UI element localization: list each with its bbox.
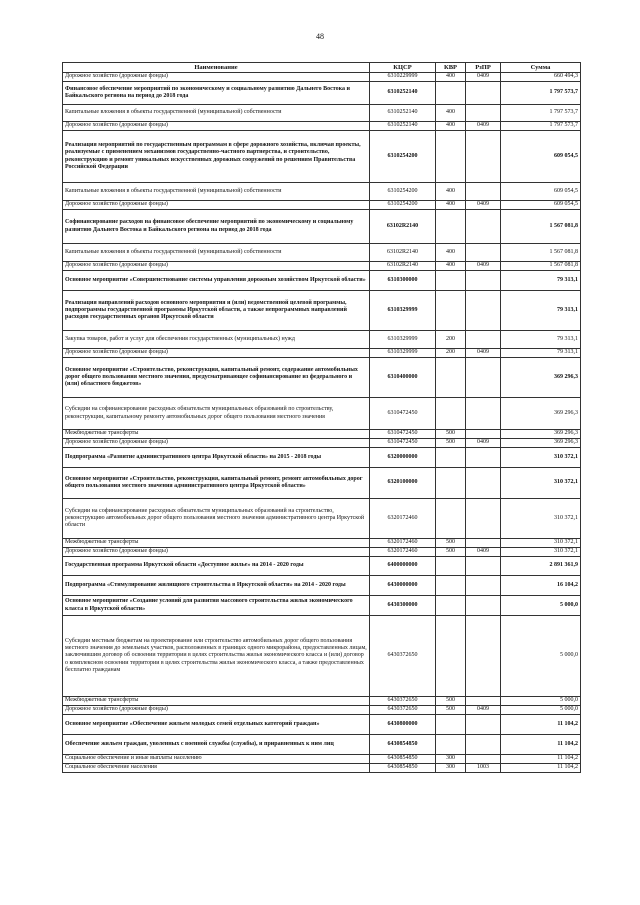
table-row xyxy=(63,448,581,468)
table-row xyxy=(63,576,581,596)
row-rzpr: 0409 xyxy=(466,439,501,448)
row-name: Дорожное хозяйство (дорожные фонды) xyxy=(63,201,370,210)
row-rzpr xyxy=(466,398,501,430)
row-name: Софинансирование расходов на финансовое обеспечение мероприятий по экономическому и социальному развитию Дальнего Востока и Байкальского региона на период до 2018 года xyxy=(63,210,370,244)
row-sum: 79 313,1 xyxy=(501,331,581,349)
header-rzpr: РзПР xyxy=(466,63,501,73)
row-name: Финансовое обеспечение мероприятий по экономическому и социальному развитию Дальнего Востока и Байкальского региона на период до 2018 года xyxy=(63,82,370,105)
table-row xyxy=(63,244,581,262)
row-kcsr: 6310472450 xyxy=(370,430,436,439)
row-name: Социальное обеспечение населения xyxy=(63,764,370,773)
row-kvr xyxy=(436,557,466,576)
row-sum: 16 104,2 xyxy=(501,576,581,596)
row-kcsr: 6400000000 xyxy=(370,557,436,576)
row-name: Дорожное хозяйство (дорожные фонды) xyxy=(63,122,370,131)
row-sum: 1 797 573,7 xyxy=(501,122,581,131)
row-sum: 609 054,5 xyxy=(501,131,581,183)
row-name: Дорожное хозяйство (дорожные фонды) xyxy=(63,262,370,271)
row-sum: 79 313,1 xyxy=(501,349,581,358)
row-name: Основное мероприятие «Обеспечение жильем молодых семей отдельных категорий граждан» xyxy=(63,715,370,735)
row-rzpr xyxy=(466,715,501,735)
row-sum: 310 372,1 xyxy=(501,539,581,548)
row-kvr xyxy=(436,596,466,616)
row-sum: 609 054,5 xyxy=(501,183,581,201)
row-sum: 660 494,3 xyxy=(501,73,581,82)
row-kcsr: 6310252140 xyxy=(370,122,436,131)
row-name: Дорожное хозяйство (дорожные фонды) xyxy=(63,706,370,715)
row-kvr: 500 xyxy=(436,706,466,715)
table-row xyxy=(63,499,581,539)
row-kvr: 500 xyxy=(436,697,466,706)
row-kvr: 400 xyxy=(436,244,466,262)
row-sum: 1 797 573,7 xyxy=(501,105,581,122)
row-kvr: 500 xyxy=(436,439,466,448)
table-row xyxy=(63,210,581,244)
table-row xyxy=(63,262,581,271)
row-kcsr: 6320172460 xyxy=(370,539,436,548)
row-sum: 79 313,1 xyxy=(501,291,581,331)
table-row xyxy=(63,715,581,735)
row-kcsr: 6320000000 xyxy=(370,448,436,468)
table-row xyxy=(63,616,581,697)
row-sum: 11 104,2 xyxy=(501,735,581,755)
table-row xyxy=(63,468,581,499)
row-kcsr: 6310472450 xyxy=(370,439,436,448)
row-rzpr: 0409 xyxy=(466,548,501,557)
row-rzpr xyxy=(466,105,501,122)
row-kvr xyxy=(436,358,466,398)
row-kcsr: 6310329999 xyxy=(370,331,436,349)
row-sum: 79 313,1 xyxy=(501,271,581,291)
row-name: Дорожное хозяйство (дорожные фонды) xyxy=(63,73,370,82)
row-kvr xyxy=(436,398,466,430)
row-kcsr: 6430372650 xyxy=(370,616,436,697)
page-number: 48 xyxy=(316,32,324,41)
row-rzpr xyxy=(466,131,501,183)
row-rzpr xyxy=(466,735,501,755)
row-kcsr: 6320172460 xyxy=(370,499,436,539)
row-rzpr: 1003 xyxy=(466,764,501,773)
row-name: Государственная программа Иркутской области «Доступное жилье» на 2014 - 2020 годы xyxy=(63,557,370,576)
row-kcsr: 6310254200 xyxy=(370,183,436,201)
row-name: Межбюджетные трансферты xyxy=(63,430,370,439)
row-kcsr: 6430854850 xyxy=(370,764,436,773)
row-rzpr xyxy=(466,616,501,697)
row-kvr: 200 xyxy=(436,331,466,349)
row-rzpr xyxy=(466,331,501,349)
row-name: Межбюджетные трансферты xyxy=(63,539,370,548)
row-sum: 609 054,5 xyxy=(501,201,581,210)
row-rzpr xyxy=(466,244,501,262)
table-row xyxy=(63,697,581,706)
table-row xyxy=(63,291,581,331)
row-kvr: 300 xyxy=(436,755,466,764)
table-row xyxy=(63,439,581,448)
row-rzpr: 0409 xyxy=(466,349,501,358)
row-kcsr: 6310472450 xyxy=(370,398,436,430)
table-row xyxy=(63,201,581,210)
header-kcsr: КЦСР xyxy=(370,63,436,73)
row-rzpr xyxy=(466,755,501,764)
row-kvr xyxy=(436,616,466,697)
row-name: Дорожное хозяйство (дорожные фонды) xyxy=(63,439,370,448)
row-kcsr: 6310329999 xyxy=(370,349,436,358)
row-name: Субсидии местным бюджетам на проектирование или строительство автомобильных дорог общего пользования местного значения до земельных участков, расположенных в границах одного микрорайона, предоставленных лицам, заключившим договор об освоении территории в целях строительства жилья экономического класса и (или) договор о комплексном освоении территории в целях строительства жилья экономического класса, а также предоставленных бесплатно гражданам xyxy=(63,616,370,697)
row-rzpr xyxy=(466,271,501,291)
row-kvr xyxy=(436,210,466,244)
row-name: Капитальные вложения в объекты государственной (муниципальной) собственности xyxy=(63,183,370,201)
row-kcsr: 6310254200 xyxy=(370,131,436,183)
row-rzpr xyxy=(466,468,501,499)
row-kvr: 300 xyxy=(436,764,466,773)
header-sum: Сумма xyxy=(501,63,581,73)
row-kcsr: 6430854850 xyxy=(370,755,436,764)
row-kcsr: 6430372650 xyxy=(370,706,436,715)
row-kvr: 200 xyxy=(436,349,466,358)
row-rzpr xyxy=(466,183,501,201)
row-kvr: 500 xyxy=(436,430,466,439)
row-kcsr: 6430300000 xyxy=(370,596,436,616)
row-sum: 11 104,2 xyxy=(501,755,581,764)
row-kvr xyxy=(436,735,466,755)
table-row xyxy=(63,735,581,755)
row-name: Капитальные вложения в объекты государственной (муниципальной) собственности xyxy=(63,105,370,122)
row-kvr xyxy=(436,715,466,735)
row-rzpr: 0409 xyxy=(466,706,501,715)
row-name: Субсидии на софинансирование расходных обязательств муниципальных образований на строительство, реконструкцию автомобильных дорог общего пользования местного значения административного центра Иркутской области xyxy=(63,499,370,539)
table-row xyxy=(63,398,581,430)
table-row xyxy=(63,557,581,576)
row-kvr: 400 xyxy=(436,183,466,201)
row-sum: 1 797 573,7 xyxy=(501,82,581,105)
row-name: Реализация направлений расходов основного мероприятия и (или) ведомственной целевой программы, подпрограммы государственной программы Иркутской области, а также непрограммных направлений расходов государственных органов Иркутской области xyxy=(63,291,370,331)
row-rzpr xyxy=(466,358,501,398)
row-rzpr xyxy=(466,291,501,331)
row-sum: 310 372,1 xyxy=(501,468,581,499)
row-kvr: 400 xyxy=(436,122,466,131)
row-rzpr xyxy=(466,448,501,468)
row-rzpr xyxy=(466,576,501,596)
row-name: Межбюджетные трансферты xyxy=(63,697,370,706)
row-rzpr: 0409 xyxy=(466,73,501,82)
row-rzpr: 0409 xyxy=(466,122,501,131)
table-row xyxy=(63,271,581,291)
row-name: Капитальные вложения в объекты государственной (муниципальной) собственности xyxy=(63,244,370,262)
row-kvr: 400 xyxy=(436,105,466,122)
row-sum: 5 000,0 xyxy=(501,706,581,715)
row-kcsr: 6310400000 xyxy=(370,358,436,398)
row-kcsr: 6430372650 xyxy=(370,697,436,706)
row-kcsr: 6310229999 xyxy=(370,73,436,82)
row-kvr xyxy=(436,82,466,105)
budget-table xyxy=(62,62,581,773)
row-kvr: 400 xyxy=(436,262,466,271)
row-kcsr: 6310252140 xyxy=(370,82,436,105)
row-kcsr: 63102R2140 xyxy=(370,244,436,262)
row-kvr xyxy=(436,271,466,291)
row-name: Подпрограмма «Развитие административного центра Иркутской области» на 2015 - 2018 годы xyxy=(63,448,370,468)
table-row xyxy=(63,358,581,398)
table-row xyxy=(63,596,581,616)
row-kvr xyxy=(436,499,466,539)
row-sum: 369 296,3 xyxy=(501,439,581,448)
row-name: Обеспечение жильем граждан, уволенных с военной службы (службы), и приравненных к ним лиц xyxy=(63,735,370,755)
row-name: Подпрограмма «Стимулирование жилищного строительства в Иркутской области» на 2014 - 2020 годы xyxy=(63,576,370,596)
row-name: Основное мероприятие «Строительство, реконструкция, капитальный ремонт, ремонт автомобильных дорог общего пользования местного значения административного центра Иркутской области» xyxy=(63,468,370,499)
row-rzpr: 0409 xyxy=(466,201,501,210)
row-name: Реализация мероприятий по государственным программам в сфере дорожного хозяйства, включая проекты, реализуемые с применением механизмов государственно-частного партнерства, и строительство, реконструкцию и ремонт уникальных искусственных дорожных сооружений по решениям Правительства Российской Федерации xyxy=(63,131,370,183)
table-row xyxy=(63,131,581,183)
row-name: Основное мероприятие «Строительство, реконструкция, капитальный ремонт, содержание автомобильных дорог общего пользования местного значения, предусматривающее софинансирование из федерального и (или) областного бюджетов» xyxy=(63,358,370,398)
table-row xyxy=(63,331,581,349)
row-sum: 1 567 081,8 xyxy=(501,262,581,271)
row-sum: 310 372,1 xyxy=(501,499,581,539)
table-row xyxy=(63,764,581,773)
row-rzpr xyxy=(466,82,501,105)
table-row xyxy=(63,122,581,131)
row-sum: 11 104,2 xyxy=(501,764,581,773)
row-rzpr xyxy=(466,430,501,439)
row-sum: 369 296,3 xyxy=(501,430,581,439)
table-row xyxy=(63,105,581,122)
row-kvr xyxy=(436,576,466,596)
row-kvr xyxy=(436,468,466,499)
table-row xyxy=(63,755,581,764)
row-kcsr: 6320172460 xyxy=(370,548,436,557)
row-rzpr xyxy=(466,557,501,576)
table-row xyxy=(63,73,581,82)
row-kcsr: 6430000000 xyxy=(370,576,436,596)
row-sum: 11 104,2 xyxy=(501,715,581,735)
row-kvr xyxy=(436,291,466,331)
row-name: Социальное обеспечение и иные выплаты населению xyxy=(63,755,370,764)
row-name: Закупка товаров, работ и услуг для обеспечения государственных (муниципальных) нужд xyxy=(63,331,370,349)
row-sum: 2 891 361,9 xyxy=(501,557,581,576)
row-kvr xyxy=(436,131,466,183)
row-name: Субсидии на софинансирование расходных обязательств муниципальных образований по строительству, реконструкции, капитальному ремонту автомобильных дорог общего пользования местного значения xyxy=(63,398,370,430)
header-kvr: КВР xyxy=(436,63,466,73)
table-row xyxy=(63,183,581,201)
row-rzpr xyxy=(466,539,501,548)
row-kcsr: 63102R2140 xyxy=(370,210,436,244)
row-kcsr: 6430854850 xyxy=(370,735,436,755)
row-sum: 1 567 081,8 xyxy=(501,210,581,244)
table-row xyxy=(63,82,581,105)
row-name: Дорожное хозяйство (дорожные фонды) xyxy=(63,349,370,358)
row-kvr: 500 xyxy=(436,548,466,557)
row-sum: 5 000,0 xyxy=(501,697,581,706)
row-kcsr: 6310329999 xyxy=(370,291,436,331)
row-rzpr xyxy=(466,499,501,539)
row-name: Основное мероприятие «Совершенствование системы управления дорожным хозяйством Иркутской области» xyxy=(63,271,370,291)
table-row xyxy=(63,548,581,557)
table-row xyxy=(63,539,581,548)
row-rzpr xyxy=(466,210,501,244)
row-kvr: 500 xyxy=(436,539,466,548)
header-name: Наименование xyxy=(63,63,370,73)
row-kcsr: 63102R2140 xyxy=(370,262,436,271)
row-kvr: 400 xyxy=(436,201,466,210)
table-row xyxy=(63,349,581,358)
row-sum: 5 000,0 xyxy=(501,596,581,616)
row-kcsr: 6320100000 xyxy=(370,468,436,499)
row-kcsr: 6310254200 xyxy=(370,201,436,210)
row-name: Основное мероприятие «Создание условий для развития массового строительства жилья экономического класса в Иркутской области» xyxy=(63,596,370,616)
row-sum: 310 372,1 xyxy=(501,548,581,557)
row-kcsr: 6430800000 xyxy=(370,715,436,735)
row-kcsr: 6310300000 xyxy=(370,271,436,291)
row-sum: 310 372,1 xyxy=(501,448,581,468)
row-rzpr xyxy=(466,596,501,616)
row-kvr: 400 xyxy=(436,73,466,82)
table-header-row xyxy=(63,63,581,73)
row-sum: 369 296,3 xyxy=(501,398,581,430)
table-row xyxy=(63,706,581,715)
row-kvr xyxy=(436,448,466,468)
row-sum: 1 567 081,8 xyxy=(501,244,581,262)
row-kcsr: 6310252140 xyxy=(370,105,436,122)
row-sum: 369 296,3 xyxy=(501,358,581,398)
row-rzpr: 0409 xyxy=(466,262,501,271)
row-name: Дорожное хозяйство (дорожные фонды) xyxy=(63,548,370,557)
row-rzpr xyxy=(466,697,501,706)
table-row xyxy=(63,430,581,439)
row-sum: 5 000,0 xyxy=(501,616,581,697)
